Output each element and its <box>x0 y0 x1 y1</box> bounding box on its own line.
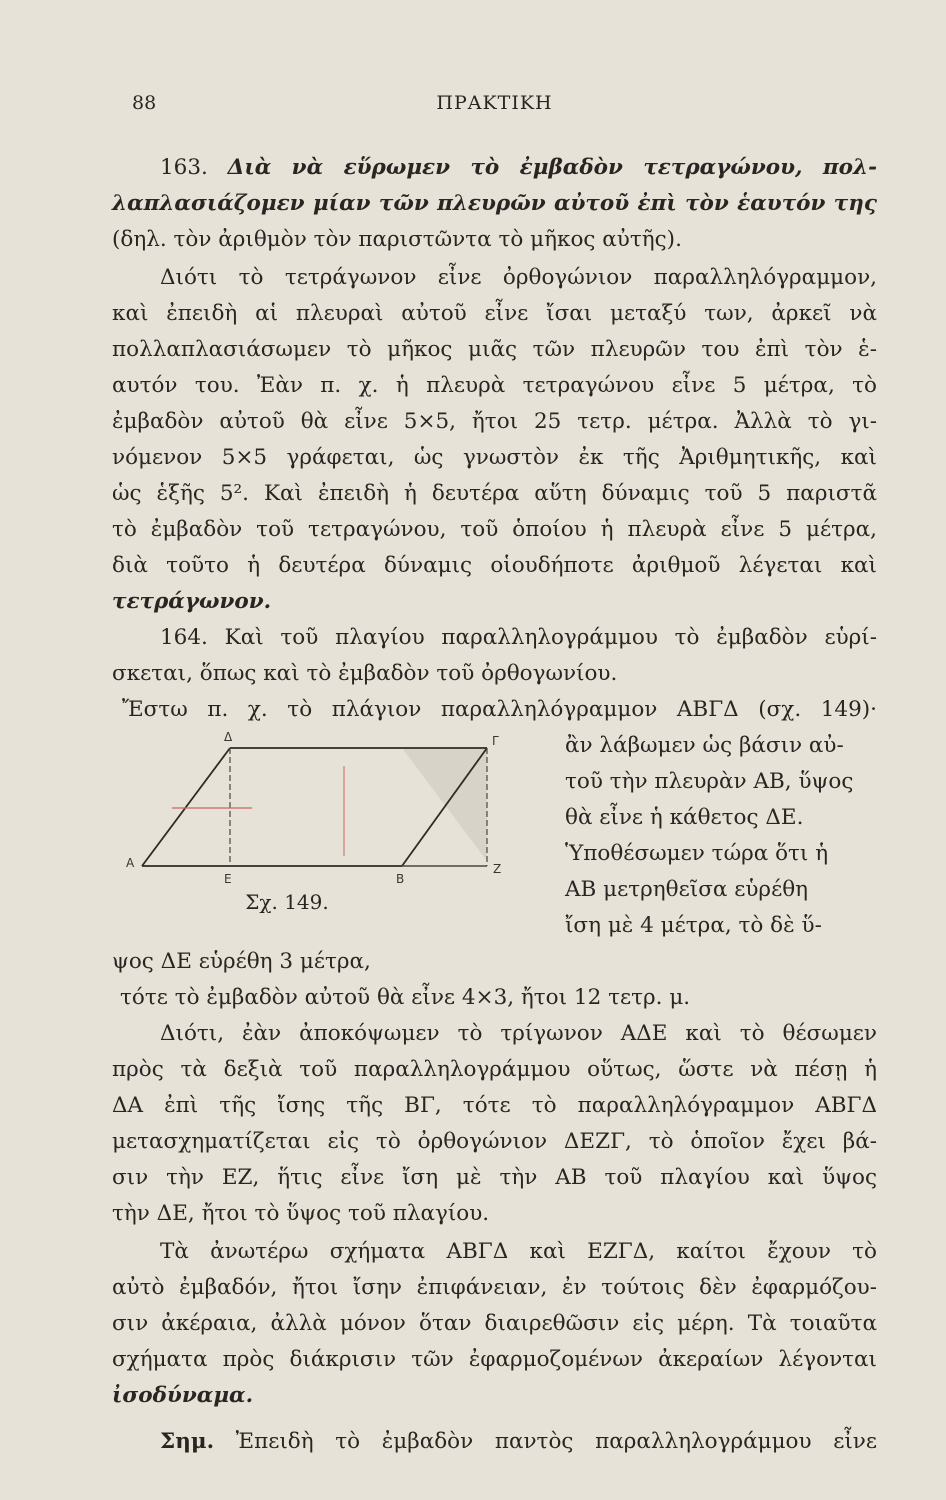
paragraph-line: αὐτὸ ἐμβαδόν, ἤτοι ἴσην ἐπιφάνειαν, ἐν τούτοις δὲν ἐφαρμόζου- <box>112 1275 877 1300</box>
paragraph-line: τὴν ΔΕ, ἤτοι τὸ ὕψος τοῦ πλαγίου. <box>112 1201 490 1226</box>
label-E: Ε <box>224 872 232 886</box>
section-163-line-3: (δηλ. τὸν ἀριθμὸν τὸν παριστῶντα τὸ μῆκος αὐτῆς). <box>112 227 682 252</box>
page-number: 88 <box>132 92 157 114</box>
section-164-line-1: 164. Καὶ τοῦ πλαγίου παραλληλογράμμου τὸ ἐμβαδὸν εὑρί- <box>160 625 877 650</box>
section-164-line-3: Ἔστω π. χ. τὸ πλάγιον παραλληλόγραμμον ΑΒΓΔ (σχ. 149)· <box>122 697 877 722</box>
note-text: Ἐπειδὴ τὸ ἐμβαδὸν παντὸς παραλληλογράμμου εἶνε <box>235 1429 877 1454</box>
note-line <box>112 1426 877 1458</box>
section-number: 163. <box>160 155 228 180</box>
label-A: Α <box>126 856 135 870</box>
running-title: ΠΡΑΚΤΙΚΗ <box>436 92 553 114</box>
paragraph-line: Διότι, ἐὰν ἀποκόψωμεν τὸ τρίγωνον ΑΔΕ καὶ τὸ θέσωμεν <box>160 1021 877 1046</box>
paragraph-line: τότε τὸ ἐμβαδὸν αὐτοῦ θὰ εἶνε 4×3, ἤτοι 12 τετρ. μ. <box>120 985 691 1010</box>
paragraph-line: σιν ἀκέραια, ἀλλὰ μόνον ὅταν διαιρεθῶσιν εἰς μέρη. Τὰ τοιαῦτα <box>112 1311 877 1336</box>
side-line: τοῦ τὴν πλευρὰν ΑΒ, ὕψος <box>565 769 854 794</box>
paragraph-line: μετασχηματίζεται εἰς τὸ ὀρθογώνιον ΔΕΖΓ, τὸ ὁποῖον ἔχει βά- <box>112 1129 877 1154</box>
paragraph-line: σιν τὴν ΕΖ, ἥτις εἶνε ἴση μὲ τὴν ΑΒ τοῦ πλαγίου καὶ ὕψος <box>112 1165 877 1190</box>
paragraph-line: νόμενον 5×5 γράφεται, ὡς γνωστὸν ἐκ τῆς Ἀριθμητικῆς, καὶ <box>112 445 877 470</box>
label-D: Δ <box>224 730 233 744</box>
paragraph-line: ΔΑ ἐπὶ τῆς ἴσης τῆς ΒΓ, τότε τὸ παραλληλόγραμμον ΑΒΓΔ <box>112 1093 877 1118</box>
side-line: ἂν λάβωμεν ὡς βάσιν αὐ- <box>565 733 844 758</box>
paragraph-line: Τὰ ἀνωτέρω σχήματα ΑΒΓΔ καὶ ΕΖΓΔ, καίτοι ἔχουν τὸ <box>160 1239 877 1264</box>
paragraph-line: ὡς ἑξῆς 5². Καὶ ἐπειδὴ ἡ δευτέρα αὕτη δύναμις τοῦ 5 παριστᾶ <box>112 481 877 506</box>
bold-term: τετράγωνον. <box>112 589 272 614</box>
note-label: Σημ. <box>160 1429 215 1454</box>
paragraph-line: πρὸς τὰ δεξιὰ τοῦ παραλληλογράμμου οὕτως, ὥστε νὰ πέσῃ ἡ <box>112 1057 877 1082</box>
paragraph-line: αυτόν του. Ἐὰν π. χ. ἡ πλευρὰ τετραγώνου εἶνε 5 μέτρα, τὸ <box>112 373 877 398</box>
theorem-text: Διὰ νὰ εὕρωμεν τὸ ἐμβαδὸν τετραγώνου, πολ- <box>227 155 877 180</box>
side-line: ΑΒ μετρηθεῖσα εὑρέθη <box>565 877 809 902</box>
label-G: Γ <box>492 734 499 748</box>
label-B: Β <box>396 872 405 886</box>
paragraph-line: σχήματα πρὸς διάκρισιν τῶν ἐφαρμοζομένων ἀκεραίων λέγονται <box>112 1347 877 1372</box>
page-header <box>112 92 877 126</box>
paragraph-line: διὰ τοῦτο ἡ δευτέρα δύναμις οἱουδήποτε ἀριθμοῦ λέγεται καὶ <box>112 553 877 578</box>
paragraph-line: τὸ ἐμβαδὸν τοῦ τετραγώνου, τοῦ ὁποίου ἡ πλευρὰ εἶνε 5 μέτρα, <box>112 517 877 542</box>
paragraph-line: Διότι τὸ τετράγωνον εἶνε ὀρθογώνιον παραλληλόγραμμον, <box>160 265 877 290</box>
paragraph-line: καὶ ἐπειδὴ αἱ πλευραὶ αὐτοῦ εἶνε ἴσαι μεταξύ των, ἀρκεῖ νὰ <box>112 301 877 326</box>
paragraph-line: ψος ΔΕ εὑρέθη 3 μέτρα, <box>112 949 371 974</box>
figure-149 <box>112 726 547 916</box>
figure-caption: Σχ. 149. <box>245 890 329 914</box>
label-Z: Ζ <box>493 862 502 876</box>
side-line: θὰ εἶνε ἡ κάθετος ΔΕ. <box>565 805 804 830</box>
parallelogram-diagram <box>112 726 512 891</box>
section-163-line-1 <box>112 152 877 184</box>
side-AD <box>142 748 230 866</box>
side-line: Ὑποθέσωμεν τώρα ὅτι ἡ <box>565 841 829 866</box>
paragraph-line: ἐμβαδὸν αὐτοῦ θὰ εἶνε 5×5, ἤτοι 25 τετρ. μέτρα. Ἀλλὰ τὸ γι- <box>112 409 877 434</box>
section-163-line-2: λαπλασιάζομεν μίαν τῶν πλευρῶν αὐτοῦ ἐπὶ τὸν ἑαυτόν της <box>112 191 877 216</box>
paragraph-line: πολλαπλασιάσωμεν τὸ μῆκος μιᾶς τῶν πλευρῶν του ἐπὶ τὸν ἑ- <box>112 337 877 362</box>
section-164-line-2: σκεται, ὅπως καὶ τὸ ἐμβαδὸν τοῦ ὀρθογωνίου. <box>112 661 618 686</box>
bold-term: ἰσοδύναμα. <box>112 1383 254 1408</box>
side-line: ἴση μὲ 4 μέτρα, τὸ δὲ ὕ- <box>565 913 822 938</box>
